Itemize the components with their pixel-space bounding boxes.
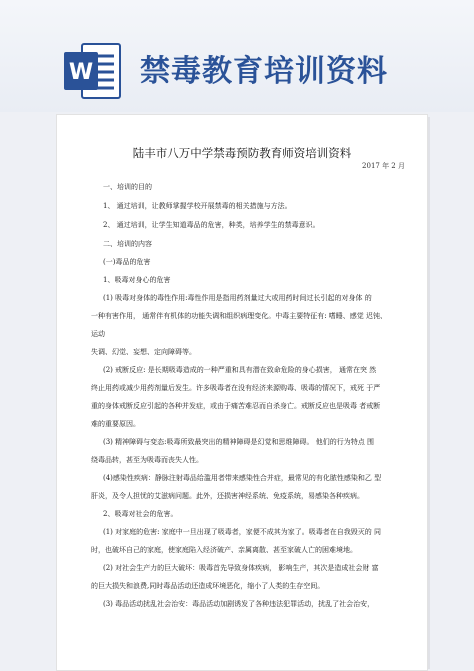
body-line: 重的身体戒断反应引起的各种并发症，或由于痛苦难忍而自杀身亡。戒断反应也是吸毒 者戒断: [91, 402, 381, 410]
subsection-heading: 2、吸毒对社会的危害。: [103, 510, 178, 518]
body-line: (1) 吸毒对身体的毒性作用:毒性作用是指用药剂量过大或用药时间过长引起的对身体 的: [103, 294, 372, 302]
body-line: 2、 通过培训，让学生知道毒品的危害，种类，培养学生的禁毒意识。: [103, 221, 320, 229]
document-page: [56, 114, 428, 671]
body-line: (3) 毒品活动扰乱社会治安：毒品活动加剧诱发了各种违法犯罪活动，扰乱了社会治安，: [103, 600, 375, 608]
body-line: 终止用药或减少用药剂量后发生。许多吸毒者在没有经济来源购毒、吸毒的情况下，戒死 于严: [91, 384, 381, 392]
body-line: 运动: [91, 330, 105, 338]
subsection-heading: 1、吸毒对身心的危害: [103, 276, 171, 284]
body-line: (3) 精神障碍与变态:吸毒所致最突出的精神障碍是幻觉和思维障碍。 他们的行为特点 围: [103, 438, 374, 446]
body-line: 肝炎，及令人担忧的艾滋病问题。此外，还损害神经系统、免疫系统，易感染各种疾病。: [91, 492, 364, 500]
body-line: 1、 通过培训，让教师掌握学校开展禁毒的相关措施与方法。: [103, 202, 292, 210]
subsection-heading: (一)毒品的危害: [103, 258, 151, 266]
body-line: 失调、幻觉、妄想、定向障碍等。: [91, 348, 196, 356]
word-document-icon: [62, 40, 124, 102]
section-heading: 一、培训的目的: [103, 183, 152, 191]
body-line: (2) 对社会生产力的巨大破坏：吸毒首先导致身体疾病， 影响生产，其次是造成社会财 富: [103, 564, 379, 572]
document-date: 2017 年 2 月: [362, 162, 405, 170]
body-line: (1) 对家庭的危害: 家庭中一旦出现了吸毒者，家便不成其为家了。吸毒者在自我毁灭的 同: [103, 528, 381, 536]
svg-text:W: W: [68, 60, 94, 85]
body-line: 绕毒品转，甚至为吸毒而丧失人性。: [91, 456, 203, 464]
body-line: 难的重要原因。: [91, 420, 140, 428]
banner-title: 禁毒教育培训资料: [140, 54, 388, 89]
section-heading: 二、培训的内容: [103, 240, 152, 248]
body-line: 一种有害作用， 通常伴有机体的功能失调和组织病理变化。中毒主要特征有: 嗜睡、感觉 迟钝、: [91, 312, 388, 320]
document-title: 陆丰市八万中学禁毒预防教育师资培训资料: [132, 146, 352, 160]
body-line: (2) 戒断反应: 是长期吸毒造成的一种严重和具有潜在致命危险的身心损害， 通常在突 然: [103, 366, 377, 374]
body-line: 时，也破坏自己的家庭，使家庭陷入经济破产、亲属离散、甚至家破人亡的困难境地。: [91, 546, 357, 554]
body-line: 的巨大损失和浪费,同时毒品活动还造成环境恶化，缩小了人类的生存空间。: [91, 582, 325, 590]
body-line: (4)感染性疾病：静脉注射毒品给滥用者带来感染性合并症，最常见的有化脓性感染和乙 型: [103, 474, 382, 482]
